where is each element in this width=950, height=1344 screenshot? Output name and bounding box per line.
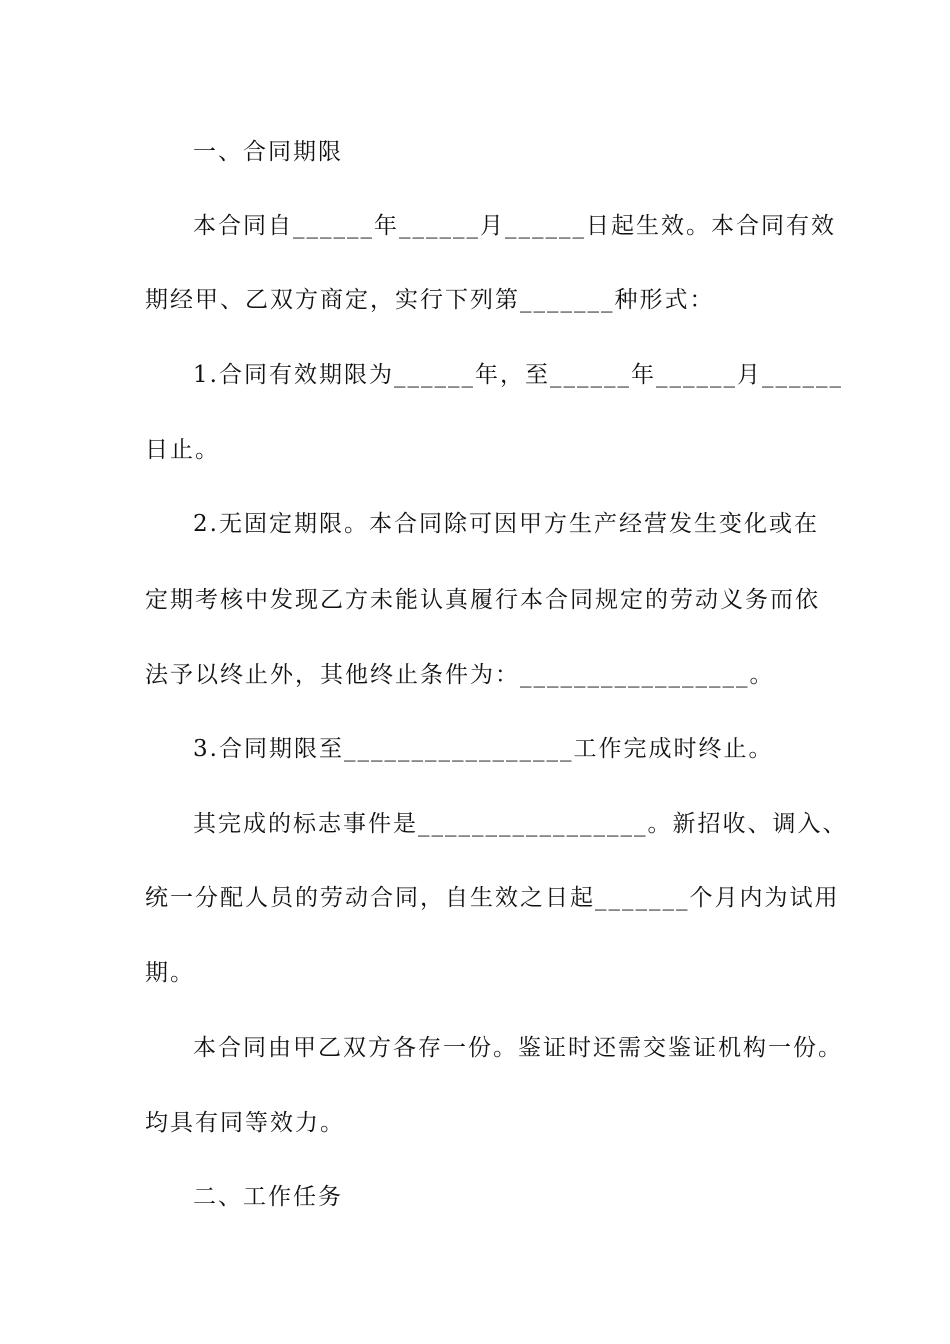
section-heading-work-tasks: 二、工作任务 bbox=[193, 1184, 343, 1210]
paragraph-line: 法予以终止外，其他终止条件为：_________________。 bbox=[145, 662, 775, 688]
paragraph-line: 均具有同等效力。 bbox=[145, 1110, 345, 1136]
section-heading-contract-term: 一、合同期限 bbox=[193, 139, 343, 165]
paragraph-line: 期经甲、乙双方商定，实行下列第_______种形式： bbox=[145, 287, 715, 313]
paragraph-line: 统一分配人员的劳动合同，自生效之日起_______个月内为试用 bbox=[145, 885, 840, 911]
paragraph-line: 定期考核中发现乙方未能认真履行本合同规定的劳动义务而依 bbox=[145, 587, 820, 613]
paragraph-line: 其完成的标志事件是_________________。新招收、调入、 bbox=[193, 811, 848, 837]
paragraph-line: 日止。 bbox=[145, 437, 220, 463]
paragraph-line: 期。 bbox=[145, 960, 195, 986]
paragraph-line: 2.无固定期限。本合同除可因甲方生产经营发生变化或在 bbox=[193, 511, 819, 537]
paragraph-line: 1.合同有效期限为______年，至______年______月______ bbox=[193, 362, 843, 388]
paragraph-line: 3.合同期限至_________________工作完成时终止。 bbox=[193, 736, 774, 762]
paragraph-line: 本合同自______年______月______日起生效。本合同有效 bbox=[193, 213, 836, 239]
paragraph-line: 本合同由甲乙双方各存一份。鉴证时还需交鉴证机构一份。 bbox=[193, 1035, 843, 1061]
